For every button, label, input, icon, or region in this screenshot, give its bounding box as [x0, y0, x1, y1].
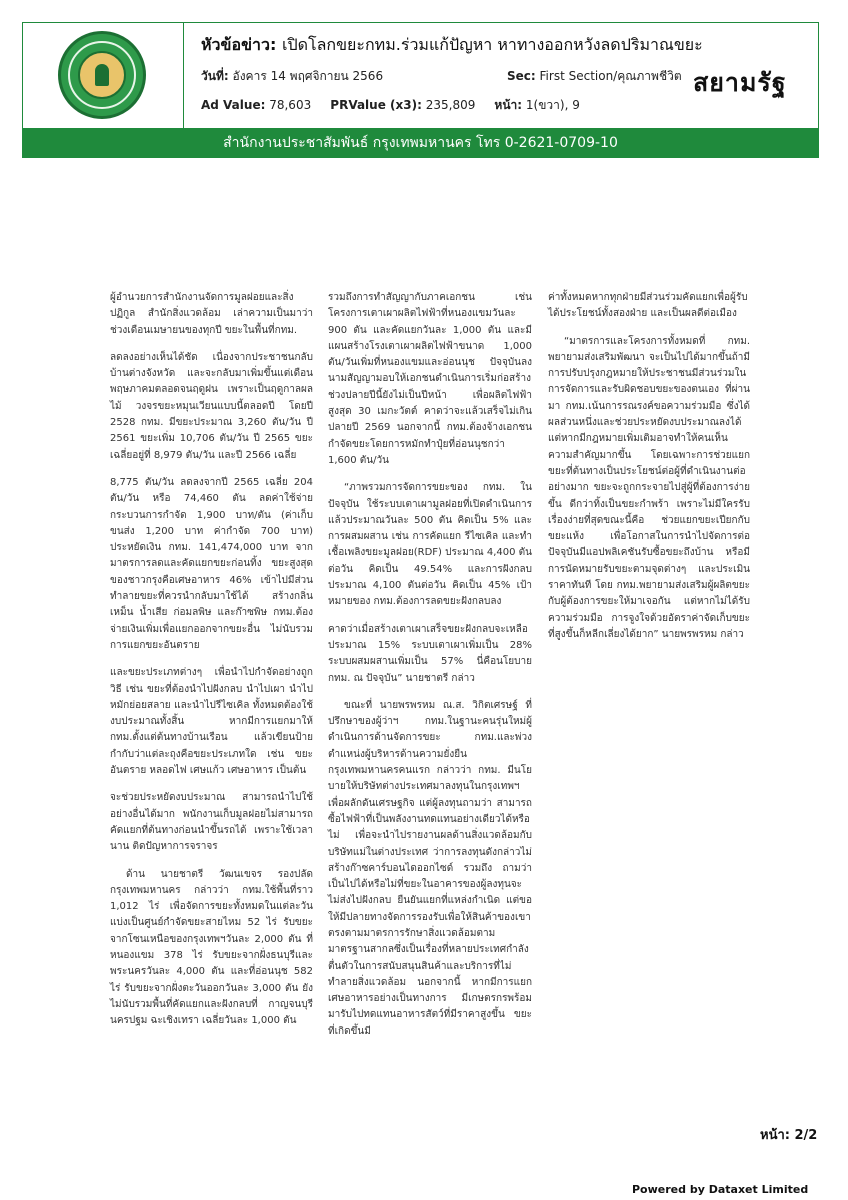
page-number: หน้า: 2/2 — [760, 1128, 818, 1143]
headline-text: เปิดโลกขยะกทม.ร่วมแก้ปัญหา หาทางออกหวังลดปริมาณขยะ — [281, 35, 703, 54]
article-column-2 — [328, 290, 533, 1037]
paragraph: ด้าน นายชาตรี วัฒนเขจร รองปลัดกรุงเทพมหานคร กล่าวว่า กทม.ใช้พื้นที่ราว 1,012 ไร่ เพื่อจัดการขยะทั้งหมดในแต่ละวัน แบ่งเป็นศูนย์กำจัดขยะสายไหม 52 ไร่ รับขยะจากโซนเหนือของกรุงเทพฯวันละ 2,000 ตัน ที่หนองแขม 378 ไร่ รับขยะจากฝั่งธนบุรีและพระนครวันละ 4,000 ตัน และที่อ่อนนุช 582 ไร่ รับขยะจากฝั่งตะวันออกวันละ 3,000 ตัน ยังไม่นับรวมพื้นที่คัดแยกและฝังกลบที่ กาญจนบุรี นครปฐม ฉะเชิงเทรา เฉลี่ยวันละ 1,000 ตัน — [110, 868, 313, 1027]
clipping-header — [22, 22, 819, 130]
article-column-3 — [548, 290, 750, 640]
paragraph: ผู้อำนวยการสำนักงานจัดการมูลฝอยและสิ่งปฏิกูล สำนักสิ่งแวดล้อม เล่าความเป็นมาว่า ช่วงเดือนเมษายนของทุกปี ขยะในพื้นที่กทม. — [110, 292, 313, 336]
paragraph: ขณะที่ นายพรพรหม ณ.ส. วิกิตเศรษฐ์ ที่ปรึกษาของผู้ว่าฯ กทม.ในฐานะคนรุ่นใหม่ผู้ดำเนินการด้านจัดการขยะ กทม.และพ่วงตำแหน่งผู้บริหารด้านความยั่งยืนกรุงเทพมหานครคนแรก กล่าวว่า กทม. มีนโยบายให้บริษัทต่างประเทศมาลงทุนในกรุงเทพฯ เพื่อผลักดันเศรษฐกิจ แต่ผู้ลงทุนถามว่า สามารถซื้อไฟฟ้าที่เป็นพลังงานทดแทนอย่างเดียวได้หรือไม่ เพื่อจะนำไปรายงานผลด้านสิ่งแวดล้อมกับบริษัทแม่ในต่างประเทศ ว่าการลงทุนดังกล่าวไม่สร้างก๊าซคาร์บอนไดออกไซด์ รวมถึง ถามว่าเป็นไปได้หรือไม่ที่ขยะในอาคารของผู้ลงทุนจะไม่ส่งไปฝังกลบ ยืนยันแยกที่แหล่งกำเนิด แต่ขอให้มีปลายทางจัดการรองรับเพื่อให้สินค้าของเขาตรงตามมาตรการรักษาสิ่งแวดล้อมตามมาตรฐานสากลซึ่งเป็นเรื่องที่หลายประเทศกำลังตื่นตัวในการสนับสนุนสินค้าและบริการที่ไม่ทำลายสิ่งแวดล้อม นอกจากนี้ หากมีการแยกเศษอาหารอย่างเป็นทางการ มีเกษตรกรพร้อมมารับไปทดแทนอาหารสัตว์ที่มีราคาสูงขึ้น ขยะที่เกิดขึ้นมี — [328, 699, 532, 1037]
date-label: วันที่: — [201, 69, 229, 83]
paragraph: “มาตรการและโครงการทั้งหมดที่ กทม. พยายามส่งเสริมพัฒนา จะเป็นไปได้มากขึ้นถ้ามีการปรับปรุงกฎหมายให้ประชาชนมีส่วนร่วมในการจัดการและรับผิดชอบขยะของตนเอง ที่ผ่านมา กทม.เน้นการรณรงค์ขอความร่วมมือ ซึ่งได้ผลส่วนหนึ่งและช่วยประหยัดงบประมาณลงได้ แต่หากมีกฎหมายเพิ่มเติมอาจทำให้คนเห็นความสำคัญมากขึ้น โดยเฉพาะการช่วยแยกขยะที่ต้นทางเป็นประโยชน์ต่อผู้ที่ดำเนินงานต่ออย่างมาก ขยะจะถูกกระจายไปสู่ผู้ที่ต้องการง่ายขึ้น ดีกว่าทิ้งเป็นขยะกำพร้า เพราะไม่มีใครรับ เรื่องง่ายที่สุดขณะนี้คือ ช่วยแยกขยะเปียกกับขยะแห้ง เพื่อโอกาสในการนำไปจัดการต่อ ปัจจุบันมีแอปพลิเคชันรับซื้อขยะถึงบ้าน หรือมีการนัดหมายรับขยะตามจุดต่างๆ และประเมินราคาทันที โดย กทม.พยายามส่งเสริมผู้ผลิตขยะกับผู้ต้องการขยะให้มาเจอกัน แต่หากไม่ได้รับความร่วมมือ การจูงใจด้วยอัตราค่าจัดเก็บขยะที่สูงขึ้นก็หลีกเลี่ยงได้ยาก” นายพรพรหม กล่าว — [548, 335, 750, 640]
contact-banner: สำนักงานประชาสัมพันธ์ กรุงเทพมหานคร โทร 0-2621-0709-10 — [22, 128, 819, 158]
value-row — [201, 96, 681, 116]
headline-label: หัวข้อข่าว: — [201, 35, 277, 54]
pr-value-label: PRValue (x3): — [330, 98, 422, 112]
headline-row — [201, 33, 761, 59]
section-value: First Section/คุณภาพชีวิต — [539, 69, 682, 83]
article-column-1 — [110, 290, 313, 1027]
paragraph: จะช่วยประหยัดงบประมาณ สามารถนำไปใช้อย่างอื่นได้มาก พนักงานเก็บมูลฝอยไม่สามารถคัดแยกที่ต้นทางก่อนนำขึ้นรถได้ เพราะใช้เวลานาน ติดปัญหาการจราจร — [110, 792, 313, 853]
logo-panel — [23, 23, 184, 129]
ad-value: 78,603 — [269, 98, 312, 112]
paragraph: รวมถึงการทำสัญญากับภาคเอกชน เช่น โครงการเตาเผาผลิตไฟฟ้าที่หนองแขมวันละ 900 ตัน และคัดแยกวันละ 1,000 ตัน และมีแผนสร้างโรงเตาเผาผลิตไฟฟ้าขนาด 1,000 ตัน/วันเพิ่มที่หนองแขมและอ่อนนุช ปัจจุบันลงนามสัญญามอบให้เอกชนดำเนินการเริ่มก่อสร้างช่วงปลายปีนี้ยังไม่เป็นปีหน้า เพื่อผลิตไฟฟ้าสูงสุด 30 เมกะวัตต์ คาดว่าจะแล้วเสร็จไม่เกินปลายปี 2569 นอกจากนี้ กทม.ต้องจ้างเอกชนกำจัดขยะโดยการหมักทำปุ๋ยที่อ่อนนุชกว่า 1,600 ตัน/วัน — [328, 292, 532, 466]
date-value: อังคาร 14 พฤศจิกายน 2566 — [232, 69, 384, 83]
publisher-logo: สยามรัฐ — [693, 68, 787, 97]
page-label: หน้า: — [494, 98, 523, 112]
paragraph: ลดลงอย่างเห็นได้ชัด เนื่องจากประชาชนกลับบ้านต่างจังหวัด และจะกลับมาเพิ่มขึ้นแต่เดือนพฤษภาคมตลอดจนฤดูฝน เพราะเป็นฤดูกาลผลไม้ วงจรขยะหมุนเวียนแบบนี้ตลอดปี โดยปี 2528 กทม. มีขยะประมาณ 3,260 ตัน/วัน ปี 2561 ขยะเพิ่ม 10,706 ตัน/วัน ปี 2565 ขยะเฉลี่ยอยู่ที่ 8,979 ตัน/วัน และปี 2566 เฉลี่ย — [110, 351, 313, 461]
date-section-row — [201, 67, 681, 87]
page-value: 1(ขวา), 9 — [525, 98, 580, 112]
paragraph: และขยะประเภทต่างๆ เพื่อนำไปกำจัดอย่างถูกวิธี เช่น ขยะที่ต้องนำไปฝังกลบ นำไปเผา นำไปหมักย่อยสลาย และนำไปรีไซเคิล ทั้งหมดต้องใช้งบประมาณทั้งสิ้น หากมีการแยกมาให้ กทม.ตั้งแต่ต้นทางบ้านเรือน แล้วเขียนป้ายกำกับว่าแต่ละถุงคือขยะประเภทใด เช่น ขยะอันตราย หลอดไฟ เศษแก้ว เศษอาหาร เป็นต้น — [110, 667, 313, 777]
paragraph: คาดว่าเมื่อสร้างเตาเผาเสร็จขยะฝังกลบจะเหลือประมาณ 15% ระบบเตาเผาเพิ่มเป็น 28% ระบบผสมผสานเพิ่มเป็น 57% นี่คือนโยบาย กทม. ณ ปัจจุบัน” นายชาตรี กล่าว — [328, 623, 532, 684]
section-label: Sec: — [507, 69, 536, 83]
powered-by: Powered by Dataxet Limited — [632, 1183, 809, 1196]
paragraph: 8,775 ตัน/วัน ลดลงจากปี 2565 เฉลี่ย 204 ตัน/วัน หรือ 74,460 ตัน ลดค่าใช้จ่ายกระบวนการกำจัด 1,900 บาท/ตัน (ค่าเก็บขนส่ง 1,200 บาท ค่ากำจัด 700 บาท) ประหยัดเงิน กทม. 141,474,000 บาท จากมาตรการลดและคัดแยกขยะก่อนทิ้ง ขยะสูงสุดของชาวกรุงคือเศษอาหาร 46% เข้าไปมีส่วนทำลายขยะที่ควรนำกลับมาใช้ได้ สร้างกลิ่นเหม็น น้ำเสีย ก่อมลพิษ และก๊าซพิษ กทม.ต้องจ่ายเงินเพิ่มเพื่อแยกออกจากขยะอื่น ไม่นับรวมการแยกขยะอันตราย — [110, 476, 313, 651]
paragraph: ค่าทั้งหมดหากทุกฝ่ายมีส่วนร่วมคัดแยกเพื่อผู้รับได้ประโยชน์ทั้งสองฝ่าย และเป็นผลดีต่อเมือง — [548, 292, 748, 320]
paragraph: “ภาพรวมการจัดการขยะของ กทม. ในปัจจุบัน ใช้ระบบเตาเผามูลฝอยที่เปิดดำเนินการแล้วประมาณวันละ 500 ตัน คิดเป็น 5% และการผสมผสาน เช่น การคัดแยก รีไซเคิล และทำเชื้อเพลิงขยะมูลฝอย(RDF) ประมาณ 4,400 ตันต่อวัน คิดเป็น 49.54% และการฝังกลบประมาณ 4,100 ตันต่อวัน คิดเป็น 45% เป้าหมายของ กทม.ต้องการลดขยะฝังกลบลง — [328, 482, 533, 608]
pr-value: 235,809 — [425, 98, 476, 112]
ad-value-label: Ad Value: — [201, 98, 266, 112]
bma-seal-icon — [58, 31, 146, 119]
